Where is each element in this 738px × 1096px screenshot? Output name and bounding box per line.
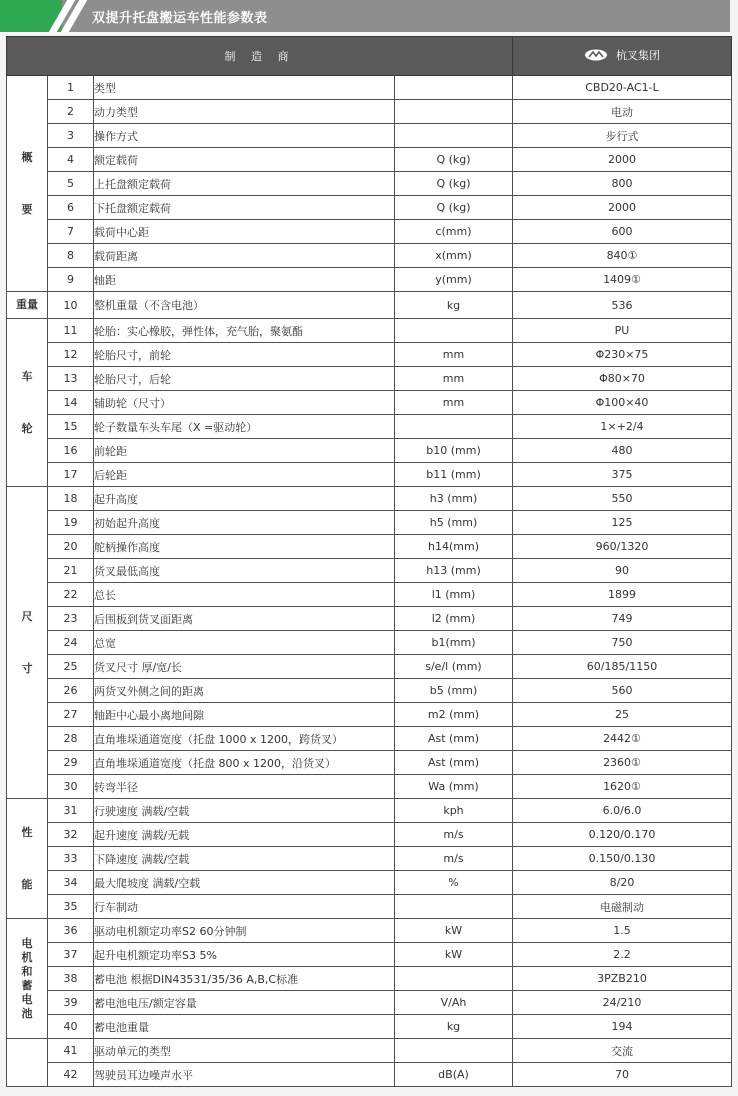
table-row bbox=[7, 391, 732, 415]
parameter-value: 1899 bbox=[513, 583, 732, 607]
parameter-name: 驾驶员耳边噪声水平 bbox=[94, 1063, 395, 1087]
table-header-row bbox=[7, 37, 732, 76]
row-number: 35 bbox=[48, 895, 94, 919]
parameter-unit: l1 (mm) bbox=[395, 583, 513, 607]
parameter-unit bbox=[395, 967, 513, 991]
table-row bbox=[7, 823, 732, 847]
parameter-name: 两货叉外侧之间的距离 bbox=[94, 679, 395, 703]
table-row bbox=[7, 727, 732, 751]
row-number: 32 bbox=[48, 823, 94, 847]
category-cell: 性 能 bbox=[7, 799, 48, 919]
row-number: 39 bbox=[48, 991, 94, 1015]
parameter-unit: m/s bbox=[395, 823, 513, 847]
table-row bbox=[7, 1039, 732, 1063]
table-row bbox=[7, 148, 732, 172]
table-row bbox=[7, 655, 732, 679]
table-row bbox=[7, 631, 732, 655]
parameter-name: 轮胎尺寸，后轮 bbox=[94, 367, 395, 391]
row-number: 12 bbox=[48, 343, 94, 367]
table-row bbox=[7, 100, 732, 124]
parameter-unit bbox=[395, 319, 513, 343]
row-number: 2 bbox=[48, 100, 94, 124]
parameter-value: 2.2 bbox=[513, 943, 732, 967]
table-row bbox=[7, 487, 732, 511]
row-number: 3 bbox=[48, 124, 94, 148]
parameter-name: 总长 bbox=[94, 583, 395, 607]
parameter-name: 轮胎：实心橡胶，弹性体，充气胎，聚氨酯 bbox=[94, 319, 395, 343]
row-number: 8 bbox=[48, 244, 94, 268]
parameter-unit: h13 (mm) bbox=[395, 559, 513, 583]
parameter-name: 驱动电机额定功率S2 60分钟制 bbox=[94, 919, 395, 943]
parameter-name: 辅助轮（尺寸） bbox=[94, 391, 395, 415]
parameter-value: 1409① bbox=[513, 268, 732, 292]
parameter-value: 2000 bbox=[513, 196, 732, 220]
row-number: 7 bbox=[48, 220, 94, 244]
parameter-name: 类型 bbox=[94, 76, 395, 100]
parameter-value: 125 bbox=[513, 511, 732, 535]
hangcha-logo-icon bbox=[584, 48, 608, 65]
row-number: 28 bbox=[48, 727, 94, 751]
table-row bbox=[7, 124, 732, 148]
parameter-unit: Wa (mm) bbox=[395, 775, 513, 799]
parameter-unit: s/e/l (mm) bbox=[395, 655, 513, 679]
row-number: 37 bbox=[48, 943, 94, 967]
row-number: 22 bbox=[48, 583, 94, 607]
parameter-unit: b10 (mm) bbox=[395, 439, 513, 463]
row-number: 11 bbox=[48, 319, 94, 343]
parameter-name: 总宽 bbox=[94, 631, 395, 655]
table-row bbox=[7, 535, 732, 559]
parameter-value: 60/185/1150 bbox=[513, 655, 732, 679]
maker-header: 制 造 商 bbox=[7, 37, 513, 76]
spec-table bbox=[6, 36, 732, 1087]
parameter-value: 536 bbox=[513, 292, 732, 319]
row-number: 38 bbox=[48, 967, 94, 991]
parameter-unit bbox=[395, 415, 513, 439]
parameter-unit: dB(A) bbox=[395, 1063, 513, 1087]
parameter-name: 转弯半径 bbox=[94, 775, 395, 799]
parameter-value: 6.0/6.0 bbox=[513, 799, 732, 823]
parameter-value: 800 bbox=[513, 172, 732, 196]
parameter-value: 0.120/0.170 bbox=[513, 823, 732, 847]
parameter-value: Φ230×75 bbox=[513, 343, 732, 367]
parameter-unit bbox=[395, 1039, 513, 1063]
category-cell bbox=[7, 1039, 48, 1087]
row-number: 25 bbox=[48, 655, 94, 679]
row-number: 6 bbox=[48, 196, 94, 220]
parameter-value: 电动 bbox=[513, 100, 732, 124]
table-row bbox=[7, 220, 732, 244]
parameter-unit: m/s bbox=[395, 847, 513, 871]
parameter-unit: Q (kg) bbox=[395, 172, 513, 196]
parameter-value: 840① bbox=[513, 244, 732, 268]
parameter-name: 货叉最低高度 bbox=[94, 559, 395, 583]
table-row bbox=[7, 319, 732, 343]
parameter-name: 起升速度 满载/无载 bbox=[94, 823, 395, 847]
parameter-unit bbox=[395, 100, 513, 124]
parameter-unit: b1(mm) bbox=[395, 631, 513, 655]
parameter-name: 下降速度 满载/空载 bbox=[94, 847, 395, 871]
parameter-name: 驱动单元的类型 bbox=[94, 1039, 395, 1063]
parameter-unit: Q (kg) bbox=[395, 148, 513, 172]
row-number: 5 bbox=[48, 172, 94, 196]
parameter-unit: mm bbox=[395, 391, 513, 415]
table-row bbox=[7, 196, 732, 220]
row-number: 29 bbox=[48, 751, 94, 775]
page-title: 双提升托盘搬运车性能参数表 bbox=[92, 11, 268, 26]
parameter-value: 375 bbox=[513, 463, 732, 487]
parameter-value: 600 bbox=[513, 220, 732, 244]
parameter-name: 行车制动 bbox=[94, 895, 395, 919]
table-row bbox=[7, 439, 732, 463]
table-row bbox=[7, 511, 732, 535]
row-number: 17 bbox=[48, 463, 94, 487]
parameter-value: 1×+2/4 bbox=[513, 415, 732, 439]
parameter-name: 后轮距 bbox=[94, 463, 395, 487]
table-row bbox=[7, 703, 732, 727]
table-row bbox=[7, 799, 732, 823]
title-banner bbox=[0, 0, 730, 32]
row-number: 33 bbox=[48, 847, 94, 871]
parameter-value: 960/1320 bbox=[513, 535, 732, 559]
table-row bbox=[7, 1063, 732, 1087]
parameter-name: 蓄电池电压/额定容量 bbox=[94, 991, 395, 1015]
table-row bbox=[7, 1015, 732, 1039]
table-row bbox=[7, 967, 732, 991]
parameter-value: 750 bbox=[513, 631, 732, 655]
parameter-name: 起升高度 bbox=[94, 487, 395, 511]
brand-header bbox=[513, 37, 732, 76]
row-number: 18 bbox=[48, 487, 94, 511]
table-row bbox=[7, 895, 732, 919]
parameter-unit: kph bbox=[395, 799, 513, 823]
parameter-name: 载荷距离 bbox=[94, 244, 395, 268]
parameter-unit: b11 (mm) bbox=[395, 463, 513, 487]
parameter-unit: x(mm) bbox=[395, 244, 513, 268]
parameter-unit: % bbox=[395, 871, 513, 895]
parameter-value: 560 bbox=[513, 679, 732, 703]
parameter-value: 24/210 bbox=[513, 991, 732, 1015]
row-number: 31 bbox=[48, 799, 94, 823]
parameter-name: 蓄电池重量 bbox=[94, 1015, 395, 1039]
parameter-name: 下托盘额定载荷 bbox=[94, 196, 395, 220]
table-row bbox=[7, 463, 732, 487]
table-row bbox=[7, 292, 732, 319]
parameter-unit: mm bbox=[395, 343, 513, 367]
table-row bbox=[7, 343, 732, 367]
row-number: 36 bbox=[48, 919, 94, 943]
parameter-value: 电磁制动 bbox=[513, 895, 732, 919]
parameter-value: 交流 bbox=[513, 1039, 732, 1063]
row-number: 9 bbox=[48, 268, 94, 292]
table-row bbox=[7, 847, 732, 871]
parameter-value: 480 bbox=[513, 439, 732, 463]
parameter-name: 轮子数量车头车尾（X =驱动轮） bbox=[94, 415, 395, 439]
table-row bbox=[7, 775, 732, 799]
table-row bbox=[7, 268, 732, 292]
category-cell: 尺 寸 bbox=[7, 487, 48, 799]
parameter-value: Φ80×70 bbox=[513, 367, 732, 391]
parameter-name: 前轮距 bbox=[94, 439, 395, 463]
parameter-value: 550 bbox=[513, 487, 732, 511]
parameter-value: 步行式 bbox=[513, 124, 732, 148]
parameter-unit: V/Ah bbox=[395, 991, 513, 1015]
parameter-unit: l2 (mm) bbox=[395, 607, 513, 631]
parameter-name: 最大爬坡度 满载/空载 bbox=[94, 871, 395, 895]
table-row bbox=[7, 559, 732, 583]
row-number: 41 bbox=[48, 1039, 94, 1063]
row-number: 30 bbox=[48, 775, 94, 799]
parameter-unit: kW bbox=[395, 943, 513, 967]
parameter-value: 3PZB210 bbox=[513, 967, 732, 991]
parameter-name: 直角堆垛通道宽度（托盘 800 x 1200，沿货叉） bbox=[94, 751, 395, 775]
table-row bbox=[7, 76, 732, 100]
row-number: 14 bbox=[48, 391, 94, 415]
parameter-value: 90 bbox=[513, 559, 732, 583]
table-row bbox=[7, 367, 732, 391]
row-number: 10 bbox=[48, 292, 94, 319]
parameter-value: 194 bbox=[513, 1015, 732, 1039]
parameter-name: 动力类型 bbox=[94, 100, 395, 124]
parameter-unit: c(mm) bbox=[395, 220, 513, 244]
category-cell: 电 机 和 蓄 电 池 bbox=[7, 919, 48, 1039]
row-number: 20 bbox=[48, 535, 94, 559]
parameter-value: 25 bbox=[513, 703, 732, 727]
row-number: 24 bbox=[48, 631, 94, 655]
category-cell: 重量 bbox=[7, 292, 48, 319]
row-number: 16 bbox=[48, 439, 94, 463]
parameter-value: 70 bbox=[513, 1063, 732, 1087]
parameter-unit: Ast (mm) bbox=[395, 751, 513, 775]
parameter-unit: kg bbox=[395, 292, 513, 319]
table-row bbox=[7, 244, 732, 268]
table-row bbox=[7, 415, 732, 439]
parameter-value: CBD20-AC1-L bbox=[513, 76, 732, 100]
parameter-unit bbox=[395, 895, 513, 919]
table-row bbox=[7, 751, 732, 775]
row-number: 26 bbox=[48, 679, 94, 703]
parameter-unit: Ast (mm) bbox=[395, 727, 513, 751]
parameter-unit: h3 (mm) bbox=[395, 487, 513, 511]
parameter-value: 2442① bbox=[513, 727, 732, 751]
parameter-value: 1.5 bbox=[513, 919, 732, 943]
parameter-unit: Q (kg) bbox=[395, 196, 513, 220]
parameter-value: 2000 bbox=[513, 148, 732, 172]
row-number: 40 bbox=[48, 1015, 94, 1039]
table-row bbox=[7, 871, 732, 895]
category-cell: 概 要 bbox=[7, 76, 48, 292]
row-number: 23 bbox=[48, 607, 94, 631]
parameter-name: 载荷中心距 bbox=[94, 220, 395, 244]
parameter-name: 初始起升高度 bbox=[94, 511, 395, 535]
parameter-name: 轴距 bbox=[94, 268, 395, 292]
parameter-unit: h5 (mm) bbox=[395, 511, 513, 535]
parameter-unit: b5 (mm) bbox=[395, 679, 513, 703]
row-number: 27 bbox=[48, 703, 94, 727]
parameter-name: 整机重量（不含电池） bbox=[94, 292, 395, 319]
row-number: 34 bbox=[48, 871, 94, 895]
parameter-name: 后围板到货叉面距离 bbox=[94, 607, 395, 631]
table-row bbox=[7, 919, 732, 943]
parameter-unit: kg bbox=[395, 1015, 513, 1039]
table-row bbox=[7, 991, 732, 1015]
category-cell: 车 轮 bbox=[7, 319, 48, 487]
table-row bbox=[7, 172, 732, 196]
row-number: 19 bbox=[48, 511, 94, 535]
row-number: 42 bbox=[48, 1063, 94, 1087]
row-number: 21 bbox=[48, 559, 94, 583]
parameter-name: 上托盘额定载荷 bbox=[94, 172, 395, 196]
parameter-value: 8/20 bbox=[513, 871, 732, 895]
row-number: 4 bbox=[48, 148, 94, 172]
parameter-name: 轮胎尺寸，前轮 bbox=[94, 343, 395, 367]
parameter-value: 1620① bbox=[513, 775, 732, 799]
parameter-name: 货叉尺寸 厚/宽/长 bbox=[94, 655, 395, 679]
brand-name: 杭叉集团 bbox=[616, 49, 660, 63]
parameter-unit bbox=[395, 76, 513, 100]
parameter-unit bbox=[395, 124, 513, 148]
parameter-unit: m2 (mm) bbox=[395, 703, 513, 727]
parameter-value: PU bbox=[513, 319, 732, 343]
parameter-value: 2360① bbox=[513, 751, 732, 775]
parameter-name: 额定载荷 bbox=[94, 148, 395, 172]
table-row bbox=[7, 583, 732, 607]
parameter-name: 舵柄操作高度 bbox=[94, 535, 395, 559]
parameter-value: Φ100×40 bbox=[513, 391, 732, 415]
table-row bbox=[7, 607, 732, 631]
parameter-name: 蓄电池 根据DIN43531/35/36 A,B,C标准 bbox=[94, 967, 395, 991]
parameter-name: 直角堆垛通道宽度（托盘 1000 x 1200，跨货叉） bbox=[94, 727, 395, 751]
parameter-name: 操作方式 bbox=[94, 124, 395, 148]
parameter-unit: h14(mm) bbox=[395, 535, 513, 559]
row-number: 15 bbox=[48, 415, 94, 439]
parameter-value: 749 bbox=[513, 607, 732, 631]
parameter-unit: y(mm) bbox=[395, 268, 513, 292]
table-row bbox=[7, 943, 732, 967]
parameter-name: 起升电机额定功率S3 5% bbox=[94, 943, 395, 967]
row-number: 1 bbox=[48, 76, 94, 100]
parameter-value: 0.150/0.130 bbox=[513, 847, 732, 871]
parameter-unit: mm bbox=[395, 367, 513, 391]
parameter-unit: kW bbox=[395, 919, 513, 943]
parameter-name: 行驶速度 满载/空载 bbox=[94, 799, 395, 823]
parameter-name: 轴距中心最小离地间隙 bbox=[94, 703, 395, 727]
table-row bbox=[7, 679, 732, 703]
row-number: 13 bbox=[48, 367, 94, 391]
